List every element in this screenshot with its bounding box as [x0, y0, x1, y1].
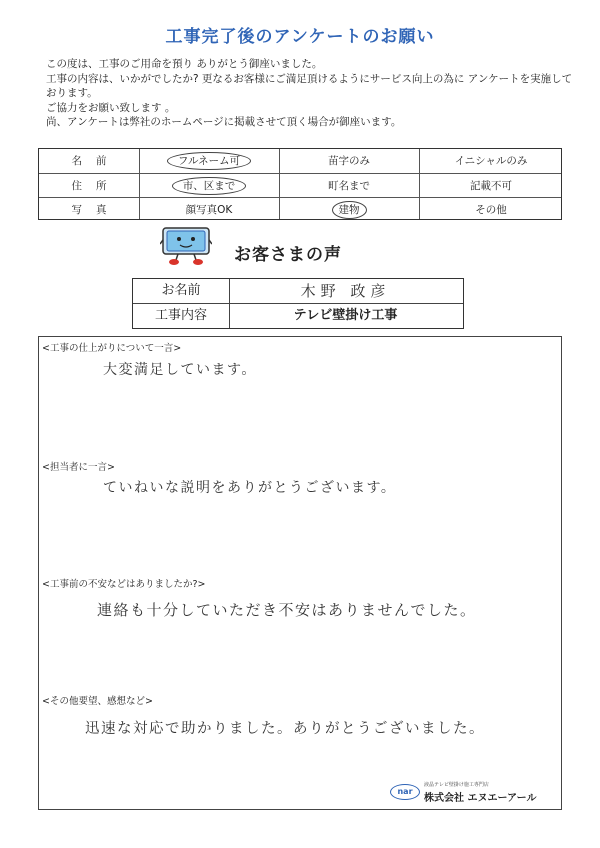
handwritten-answer: 連絡も十分していただき不安はありませんでした。 [97, 601, 477, 619]
row-label: 写真 [71, 204, 121, 216]
option-building[interactable] [279, 198, 419, 222]
selected-option: 市、区まで [172, 177, 247, 195]
tv-mascot-icon [160, 226, 212, 266]
page-title: 工事完了後のアンケートのお願い [165, 27, 435, 47]
option-not-allowed[interactable]: 記載不可 [470, 180, 512, 192]
work-value: テレビ壁掛け工事 [293, 308, 398, 323]
intro-line: この度は、工事のご用命を預り ありがとう御座いました。 [46, 58, 323, 70]
question-label: <工事前の不安などはありましたか?> [42, 579, 206, 590]
row-label: 名前 [71, 155, 121, 167]
intro-line: 尚、アンケートは弊社のホームページに掲載させて頂く場合が御座います。 [46, 116, 402, 128]
customer-name-row [133, 279, 463, 303]
question-label: <担当者に一言> [42, 462, 115, 473]
row-label: 住所 [71, 180, 121, 192]
handwritten-name: 木野 政彦 [300, 282, 391, 300]
question-label: <その他要望、感想など> [42, 696, 153, 707]
intro-line: おります。 [46, 87, 98, 99]
selected-option: フルネーム可 [167, 152, 251, 170]
company-tagline: 液晶テレビ壁掛け施工専門店 [424, 782, 489, 788]
work-content-row [133, 303, 463, 328]
intro-text [46, 57, 573, 130]
selected-option: 建物 [332, 201, 367, 219]
company-name: 株式会社 エヌエーアール [424, 793, 537, 804]
publication-permission-table [38, 148, 562, 220]
permission-row-photo [39, 197, 561, 222]
name-value [229, 279, 462, 303]
question-label: <工事の仕上がりについて一言> [42, 343, 182, 354]
handwritten-answer: ていねいな説明をありがとうございます。 [103, 480, 397, 496]
comments-box [38, 336, 562, 810]
option-fullname[interactable] [139, 149, 279, 173]
work-label: 工事内容 [154, 308, 207, 323]
intro-line: 工事の内容は、いかがでしたか? 更なるお客様にご満足頂けるようにサービス向上の為に アンケートを実施して [46, 72, 573, 85]
option-town[interactable]: 町名まで [328, 180, 370, 192]
customer-info-table [132, 278, 464, 329]
permission-row-name [39, 149, 561, 173]
handwritten-answer: 迅速な対応で助かりました。ありがとうございました。 [85, 721, 485, 737]
name-label: お名前 [161, 283, 201, 298]
company-logo: nar [390, 784, 420, 800]
option-other[interactable]: その他 [475, 204, 507, 216]
option-city-ward[interactable] [139, 174, 279, 198]
option-surname-only[interactable]: 苗字のみ [328, 155, 370, 167]
company-footer [390, 781, 560, 805]
option-initials-only[interactable]: イニシャルのみ [454, 155, 528, 167]
intro-line: ご協力をお願い致します 。 [46, 101, 176, 114]
handwritten-answer: 大変満足しています。 [103, 362, 257, 378]
option-face-photo[interactable]: 顔写真OK [185, 204, 233, 216]
voice-heading: お客さまの声 [234, 245, 342, 265]
permission-row-address [39, 173, 561, 198]
